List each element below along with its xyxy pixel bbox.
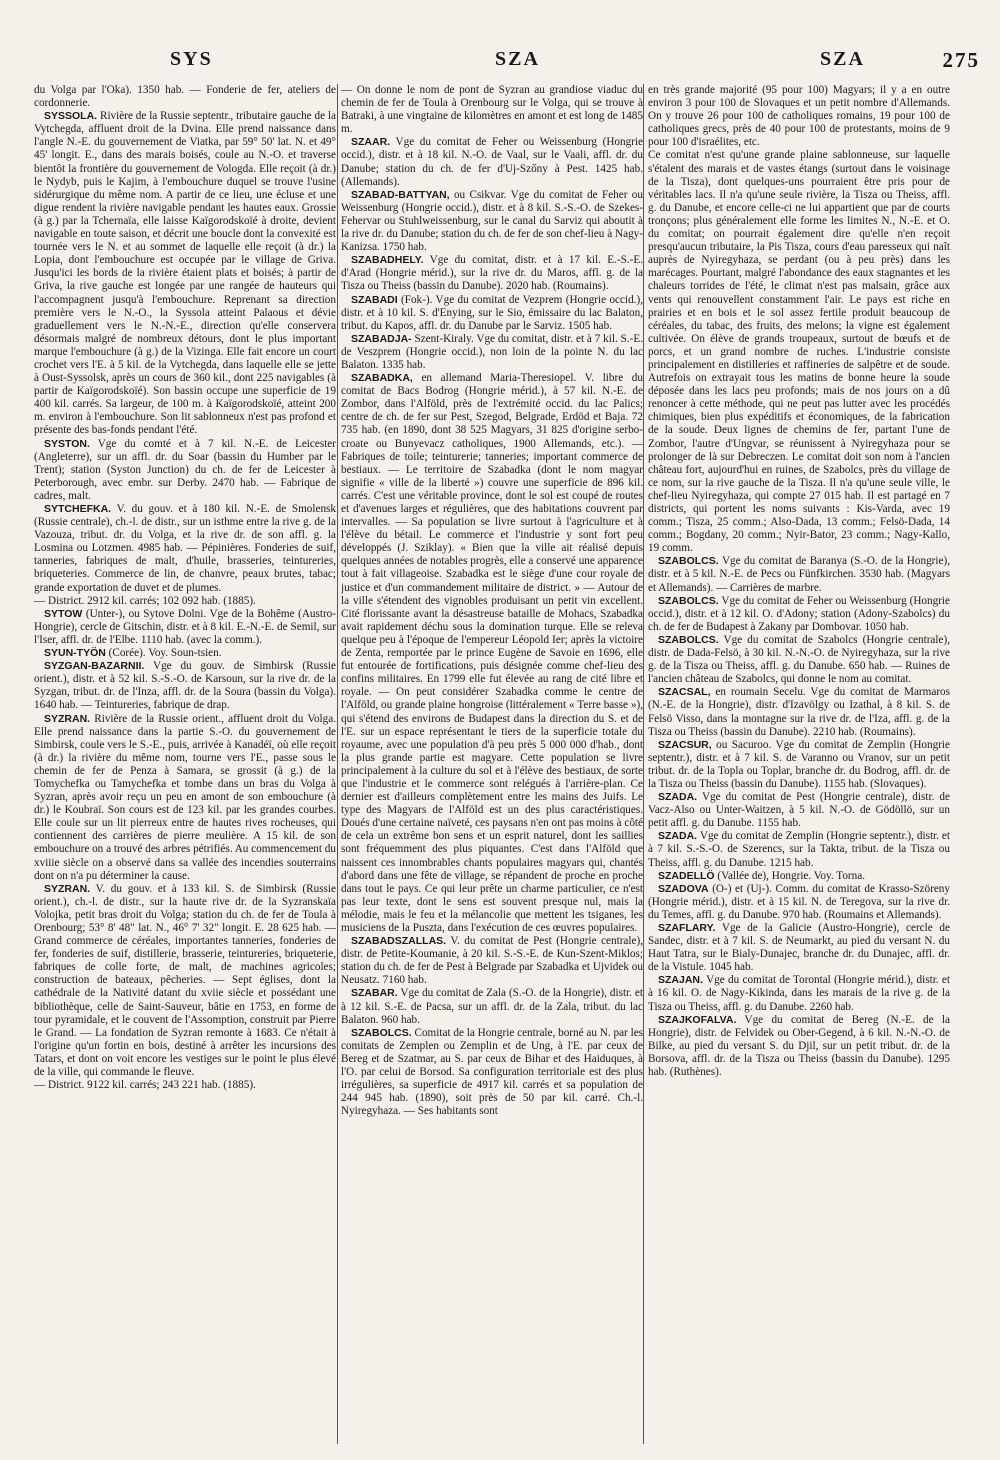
- dictionary-entry: [648, 1014, 950, 1079]
- entry-headword: SZABOLCS.: [658, 555, 719, 568]
- entry-headword: SZABAD-BATTYAN,: [351, 188, 450, 201]
- dictionary-entry: [648, 791, 950, 830]
- dictionary-entry: [648, 739, 950, 791]
- entry-text: — On donne le nom de pont de Syzran au grandiose viaduc du chemin de fer de Toula à Orenbourg sur le Volga, qui se trouve à Batraki, à une vingtaine de kilomètres en amont et est long de 1485 m.: [341, 84, 643, 136]
- entry-text: Szent-Kiraly. Vge du comitat, distr. et à 7 kil. S.-E. de Veszprem (Hongrie occid.), non loin de la pointe N. du lac Balaton. 1335 hab.: [341, 332, 643, 371]
- entry-text: Rivière de la Russie septentr., tributaire gauche de la Vytchegda, affluent droit de la Dvina. Elle prend naissance dans l'angle N.-E. du gouvernement de Viatka, par 59° 50' lat. N. et 49° 45' longit. E., dans des marais boisés, coule au N.-O. et traverse bientôt la frontière du gouvernement de Vologda. Elle reçoit (à dr.) le Nydyb, puis le Kajim, à l'embouchure duquel se trouve l'usine sidérurgique du même nom. A partir de ce lieu, une écluse et une digue rendent la rivière navigable pendant les hautes eaux. Grossie (à g.) par la Tchernaïa, elle laisse Kaïgorodskoïé à droite, devient navigable en toute saison, et décrit une boucle dont la convexité est tournée vers le N. et au sommet de laquelle elle reçoit (à dr.) la Lopia, dont l'embouchure est occupée par le village de Griva. Jusqu'ici les bords de la rivière étaient plats et boisés; à partir de Griva, la rive gauche est longée par une rangée de hauteurs qui l'accompagnent jusqu'à l'embouchure. Reprenant sa direction première vers le N.-O., la Syssola atteint Palaous et dévie graduellement vers le N.-N.-E., direction qu'elle conservera désormais malgré de nombreux détours, dont le plus important marque l'embouchure (à g.) de la Vizinga. Elle fait encore un court crochet vers l'E. à 5 kil. de la Vytchegda, dans laquelle elle se jette à Oust-Syssolsk, après un cours de 360 kil., dont 225 navigables (à partir de Kaïgorodskoïé). Son bassin occupe une superficie de 19 400 kil. carrés. Sa largeur, de 100 m. à Kaïgorodskoïé, atteint 200 m. environ à l'embouchure. Son lit sablonneux n'est pas profond et présente des bas-fonds pendant l'été.: [34, 110, 336, 437]
- dictionary-entry: [34, 713, 336, 883]
- entry-headword: SZABADSZALLAS.: [351, 935, 447, 948]
- column-divider: [643, 84, 644, 1444]
- dictionary-entry: [34, 647, 336, 660]
- entry-text: Vge du comitat, distr. et à 17 kil. E.-S.-E. d'Arad (Hongrie mérid.), sur la rive dr. du Maros, affl. g. de la Tisza ou Theiss (bassin du Danube). 2020 hab. (Roumains).: [341, 254, 643, 293]
- entry-text: (Fok-). Vge du comitat de Vezprem (Hongrie occid.), distr. et à 10 kil. S. d'Enying, sur le Sio, émissaire du lac Balaton, tribut. du Kapos, affl. dr. du Danube par le Sarviz. 1505 hab.: [341, 293, 643, 332]
- entry-headword: SZAJKOFALVA.: [658, 1013, 737, 1026]
- entry-text: Comitat de la Hongrie centrale, borné au N. par les comitats de Zemplen ou Zemplin et de Ung, à l'E. par ceux de Bereg et de Szatmar, au S. par ceux de Bihar et des Haiduques, à l'O. par celui de Borsod. Sa configuration territoriale est des plus irrégulières, sa superficie de 4917 kil. carrés et sa population de 244 945 hab. (1890), soit près de 50 par kil. carré. Ch.-l. Nyiregyhaza. — Ses habitants sont: [341, 1026, 643, 1118]
- entry-text: V. du comitat de Pest (Hongrie centrale), distr. de Petite-Koumanie, à 20 kil. S.-S.-E. de Kun-Szent-Miklos; station du ch. de fer de Pest à Belgrade par Szabadka et Ujvidek ou Neusatz. 7160 hab.: [341, 935, 643, 987]
- text-column-2: [341, 84, 643, 1446]
- entry-headword: SZADELLÖ: [658, 869, 715, 882]
- dictionary-entry: [34, 84, 336, 110]
- entry-text: Vge du comitat de Zala (S.-O. de la Hongrie), distr. et à 12 kil. S.-E. de Pacsa, sur un affl. dr. de la Zala, tribut. du lac Balaton. 960 hab.: [341, 987, 643, 1026]
- entry-text: (Unter-), ou Sytove Dolni. Vge de la Bohême (Austro-Hongrie), cercle de Gitschin, distr. et à 8 kil. E.-N.-E. de Semil, sur l'Iser, affl. dr. de l'Elbe. 1110 hab. (avec la comm.).: [34, 607, 336, 646]
- entry-headword: SYTOW: [44, 607, 83, 620]
- dictionary-entry: [648, 634, 950, 686]
- entry-headword: SZABOLCS.: [351, 1026, 412, 1039]
- entry-text: Vge de la Galicie (Austro-Hongrie), cercle de Sandec, distr. et à 7 kil. S. de Neumarkt, au pied du versant N. du Haut Tatra, sur le Bialy-Dunajec, branche dr. du Dunajec, affl. dr. de la Vistule. 1045 hab.: [648, 922, 950, 974]
- entry-text: Vge du comitat de Feher ou Weissenburg (Hongrie occid.), distr. et à 12 kil. O. d'Adony; station (Adony-Szabolcs) du ch. de fer de Budapest à Zakany par Dombovar. 1050 hab.: [648, 594, 950, 633]
- dictionary-entry: [648, 84, 950, 149]
- dictionary-entry: [34, 438, 336, 503]
- entry-headword: SZABADKA,: [351, 372, 413, 385]
- dictionary-entry: [648, 974, 950, 1013]
- entry-text: — District. 9122 kil. carrés; 243 221 hab. (1885).: [34, 1079, 256, 1092]
- dictionary-entry: [341, 189, 643, 254]
- dictionary-entry: [648, 555, 950, 594]
- dictionary-entry: [341, 254, 643, 293]
- dictionary-entry: [341, 333, 643, 372]
- entry-headword: SZAFLARY.: [658, 922, 716, 934]
- dictionary-entry: [341, 1027, 643, 1119]
- entry-headword: SZAJAN.: [658, 974, 703, 987]
- entry-text: (Vallée de), Hongrie. Voy. Torna.: [717, 869, 866, 882]
- entry-headword: SZABADI: [351, 293, 398, 306]
- entry-headword: SZADOVA: [658, 882, 709, 895]
- entry-headword: SYZGAN-BAZARNII.: [44, 660, 145, 673]
- entry-text: — District. 2912 kil. carrés; 102 092 hab. (1885).: [34, 594, 256, 607]
- entry-headword: SZADA.: [658, 830, 698, 843]
- entry-text: Vge du comté et à 7 kil. N.-E. de Leicester (Angleterre), sur un affl. dr. du Soar (bassin du Humber par le Trent); station (Syston Junction) du ch. de fer de Leicester à Peterborough, avec embr. sur Derby. 2470 hab. — Fabrique de cadres, malt.: [34, 437, 336, 502]
- dictionary-entry: [648, 830, 950, 869]
- entry-text: Vge du gouv. de Simbirsk (Russie orient.), distr. et à 52 kil. S.-S.-O. de Karsoun, sur la rive dr. de la Syzgan, tribut. dr. de l'Inza, affl. dr. de la Soura (bassin du Volga). 1640 hab. — Teintureries, fabrique de drap.: [34, 660, 336, 712]
- dictionary-entry: [34, 595, 336, 608]
- entry-headword: SZADA.: [658, 791, 698, 804]
- dictionary-entry: [34, 660, 336, 712]
- dictionary-entry: [341, 987, 643, 1026]
- dictionary-entry: [648, 870, 950, 883]
- entry-headword: SZABAR.: [351, 987, 398, 1000]
- entry-headword: SYUN-TYÖN: [44, 647, 106, 660]
- entry-text: Vge du comitat de Zemplin (Hongrie septentr.), distr. et à 7 kil. S.-S.-O. de Szerencs, sur la Takta, tribut. de la Tisza ou Theiss, affl. g. du Danube. 1215 hab.: [648, 830, 950, 869]
- entry-text: Vge du comitat de Torontal (Hongrie mérid.), distr. et à 16 kil. O. de Nagy-Kikinda, dans les marais de la rive g. de la Tisza ou Theiss, affl. g. du Danube. 2260 hab.: [648, 974, 950, 1013]
- column-divider: [337, 84, 338, 1444]
- dictionary-entry: [341, 84, 643, 136]
- dictionary-entry: [341, 372, 643, 935]
- running-head-right: SZA: [820, 48, 865, 70]
- text-column-1: [34, 84, 336, 1446]
- entry-text: Vge du comitat de Baranya (S.-O. de la Hongrie), distr. et à 5 kil. N.-E. de Pecs ou Fünfkirchen. 3530 hab. (Magyars et Allemands). — Carrières de marbre.: [648, 555, 950, 594]
- entry-headword: SYSTON.: [44, 437, 90, 450]
- entry-text: du Volga par l'Oka). 1350 hab. — Fonderie de fer, ateliers de cordonnerie.: [34, 84, 336, 110]
- dictionary-entry: [648, 883, 950, 922]
- entry-headword: SZABADHELY.: [351, 254, 424, 267]
- dictionary-entry: [648, 595, 950, 634]
- entry-text: Vge du comitat de Szabolcs (Hongrie centrale), distr. de Dada-Felsö, à 30 kil. N.-N.-O. de Nyiregyhaza, sur la rive g. de la Tisza ou Theiss, affl. g. du Danube. 650 hab. — Ruines de l'ancien château de Szabolcs, qui donne le nom au comitat.: [648, 633, 950, 686]
- entry-text: en roumain Secelu. Vge du comitat de Marmaros (N.-E. de la Hongrie), distr. d'Izavölgy ou Izathal, à 8 kil. S. de Felsö Visso, dans la montagne sur la rive dr. de l'Iza, affl. g. de la Tisza ou Theiss (bassin du Danube). 2210 hab. (Roumains).: [648, 686, 950, 738]
- entry-text: Vge du comitat de Feher ou Weissenburg (Hongrie occid.), distr. et à 18 kil. N.-O. de Vaal, sur le Vaali, affl. dr. du Danube; station du ch. de fer d'Uj-Szőny à Pest. 1425 hab. (Allemands).: [341, 136, 643, 188]
- dictionary-entry: [341, 935, 643, 987]
- dictionary-entry: [648, 686, 950, 738]
- entry-headword: SYZRAN.: [44, 882, 91, 895]
- entry-text: ou Sacuroo. Vge du comitat de Zemplin (Hongrie septentr.), distr. et à 7 kil. S. de Varanno ou Vranov, sur un petit tribut. dr. de la Topla ou Toplar, branche dr. du Bodrog, affl. dr. de la Tisza ou Theiss (bassin du Danube). 1155 hab. (Slovaques).: [648, 738, 950, 790]
- entry-text: V. du gouv. et à 133 kil. S. de Simbirsk (Russie orient.), ch.-l. de distr., sur la haute rive dr. de la Syzranskaïa Volojka, petit bras droit du Volga; station du ch. de fer de Toula à Orenbourg; 53° 8' 48" lat. N., 46° 7' 32" longit. E. 28 625 hab. — Grand commerce de céréales, importantes tanneries, fonderies de fer, fonderies de suif, distillerie, brasserie, teintureries, briqueterie, fabriques de colle forte, de malt, de machines agricoles; construction de bateaux, pêcheries. — Sept églises, dont la cathédrale de la Nativité datant du xviie siècle et possédant une bibliothèque, celle de Saint-Sauveur, bâtie en 1753, en forme de tour pyramidale, et le couvent de l'Assomption, construit par Pierre le Grand. — La fondation de Syzran remonte à 1683. Ce n'était à l'origine qu'un fortin en bois, destiné à arrêter les incursions des Tatars, et dont on voit encore les vestiges sur le point le plus élevé de la ville, qui commande le fleuve.: [34, 882, 336, 1079]
- entry-headword: SZABADJA-: [351, 332, 412, 345]
- running-head-left: SYS: [170, 48, 213, 70]
- entry-headword: SYSSOLA.: [44, 110, 98, 123]
- dictionary-entry: [341, 294, 643, 333]
- entry-text: Ce comitat n'est qu'une grande plaine sablonneuse, sur laquelle s'étalent des marais et de vastes étangs (surtout dans le voisinage de la Tisza), dont quelques-uns pourraient être pris pour de véritables lacs. Il n'a qu'une seule rivière, la Tisza ou Theiss, affl. g. du Danube, et encore celle-ci ne lui appartient que par de courts tronçons; plus généralement elle forme les limites N., N.-E. et O. du comitat; on pourrait également dire qu'elle n'en reçoit presqu'aucun tributaire, la Pis Tisza, cours d'eau paresseux qui naît auprès de Nyiregyhaza, se perdant (ou à peu près) dans les marécages. Pourtant, malgré l'abondance des eaux stagnantes et les chaleurs torrides de l'été, le climat n'est pas malsain, grâce aux vents qui renouvellent constamment l'air. Le pays est riche en prairies et en bois et le sol assez fertile produit beaucoup de céréales, du tabac, des fruits, des melons; la vigne est également cultivée. On élève de grands troupeaux, surtout de bœufs et de porcs, et un grand nombre de ruches. L'industrie consiste principalement en distilleries et raffineries de salpêtre et de soude. Autrefois on extrayait tous les matins de bonne heure la soude déposée dans les lacs peu profonds; mais de nos jours on a dû renoncer à cette méthode, qui ne peut pas lutter avec les procédés chimiques, bien plus expéditifs et économiques, de la fabrication de la soude. Deux lignes de chemins de fer, partant l'une de Zombor, l'autre d'Ungvar, se réunissent à Nyiregyhaza pour se prolonger de là sur Debreczen. Le comitat doit son nom à l'ancien château fort, aujourd'hui en ruines, de Szabolcs, près du village de ce nom, sur la rive gauche de la Tisza. Il n'a qu'une seule ville, le chef-lieu Nyiregyhaza, qui compte 27 015 hab. Il est partagé en 7 districts, qui portent les noms suivants : Kis-Varda, avec 19 comm.; Tisza, 25 comm.; Also-Dada, 13 comm.; Felsö-Dada, 14 comm.; Bogdany, 20 comm.; Nyir-Bator, 23 comm.; Nagy-Kallo, 19 comm.: [648, 149, 950, 555]
- entry-headword: SZABOLCS.: [658, 633, 719, 646]
- dictionary-entry: [341, 136, 643, 188]
- entry-text: V. du gouv. et à 180 kil. N.-E. de Smolensk (Russie centrale), ch.-l. de distr., sur un isthme entre la rive g. de la Vazouza, tribut. dr. du Volga, et la rive dr. de son affl. g. la Losmina ou Lotzmen. 4985 hab. — Pépinières. Fonderies de suif, tanneries, fabriques de malt, d'huile, brasseries, teintureries, briqueteries. Commerce de lin, de chanvre, peaux brutes, tabac; grande exportation de duvet et de plumes.: [34, 503, 336, 594]
- entry-text: Vge du comitat de Pest (Hongrie centrale), distr. de Vacz-Also ou Unter-Waitzen, à 5 kil. N.-O. de Gödöllö, sur un petit affl. g. du Danube. 1155 hab.: [648, 791, 950, 830]
- entry-headword: SZAAR.: [351, 136, 391, 149]
- entry-text: en allemand Maria-Theresiopel. V. libre du comitat de Bacs Bodrog (Hongrie mérid.), à 57 kil. N.-E. de Zombor, dans l'Alföld, près de l'extrémité occid. du lac Palics; centre de ch. de fer sur Pest, Szegod, Belgrade, Erdöd et Baja. 72 735 hab. (en 1890, dont 38 525 Magyars, 31 825 d'origine serbo-croate ou Bunyevacz catholiques, 1900 Allemands, etc.). — Fabriques de toile; teinturerie; tanneries; important commerce de bestiaux. — Le territoire de Szabadka (dont le nom magyar signifie « ville de la liberté ») couvre une superficie de 896 kil. carrés. C'est une véritable province, dont le sol est coupé de routes et d'avenues larges et régulières, que des habitations couvrent par intervalles. — Sa population se livre surtout à l'agriculture et à l'élève du bétail. Le commerce et l'industrie y sont fort peu développés (J. Sziklay). « Bien que la ville ait réalisé depuis quelques années de notables progrès, elle a conservé une apparence tout à fait villageoise. Szabadka est le siège d'une cour royale de justice et d'un commandement militaire de district. » — Autour de la ville s'étendent des vignobles produisant un petit vin excellent. Cité florissante avant la désastreuse bataille de Mohacs, Szabadka avait rapidement déchu sous la domination turque. Elle se releva quelque peu à l'époque de l'empereur Léopold Ier; après la victoire de Zenta, remportée par le prince Eugène de Savoie en 1696, elle fut entourée de fortifications, puis désignée comme chef-lieu des confins militaires. En 1799 elle fut élevée au rang de cité libre et royale. — On peut considérer Szabadka comme le centre de l'Alföld, ou grande plaine hongroise (littéralement « Terre basse »), qui s'étend des environs de Budapest dans la direction du S. et de l'E. sur un espace représentant le tiers de la superficie totale du royaume, avec une population d'à peu près 5 000 000 d'hab., dont la plus grande partie est magyare. Cette population se livre principalement à la culture du sol et à l'élève des bestiaux, de sorte que l'industrie et le commerce sont relégués à l'arrière-plan. Ce dernier est d'ailleurs complètement entre les mains des Juifs. Le type des Magyars de l'Alföld est un des plus caractéristiques. Doués d'une certaine naïveté, ces paysans n'en ont pas moins à côté de cela un extrême bon sens et un esprit naturel, dont les saillies sont fréquemment des plus piquantes. C'est dans l'Alföld que naissent ces innombrables chants populaires magyars qui, chantés d'abord dans une fête de village, se répandent de proche en proche dans tout le pays. Ce qui leur prête un charme particulier, ce n'est pas leur texte, dont le sens est souvent presque nul, mais la mélodie, mais le feu et la mélancolie que mettent les tsiganes, les musiciens de la Puszta, dans l'exécution de ces œuvres populaires.: [341, 372, 643, 934]
- entry-headword: SZACSAL,: [658, 686, 711, 699]
- dictionary-entry: [34, 1079, 336, 1092]
- text-column-3: [648, 84, 950, 1446]
- dictionary-entry: [648, 149, 950, 555]
- entry-text: Vge du comitat de Bereg (N.-E. de la Hongrie), distr. de Felvidek ou Ober-Gegend, à 6 kil. N.-N.-O. de Bilke, au pied du versant S. du Djil, sur un petit tribut. dr. de la Borsova, affl. dr. de la Tisza ou Theiss (bassin du Danube). 1295 hab. (Ruthènes).: [648, 1013, 950, 1079]
- entry-text: Rivière de la Russie orient., affluent droit du Volga. Elle prend naissance dans la partie S.-O. du gouvernement de Simbirsk, coule vers le S.-E., puis, arrivée à Kanadéï, où elle reçoit (à dr.) la rivière du même nom, tourne vers l'E., passe sous le chemin de fer de Penza à Samara, se grossit (à g.) de la Tomychefka ou Tamychefka et tombe dans un bras du Volga à Syzran, après avoir reçu un peu en amont de son embouchure (à dr.) le Koubraï. Son cours est de 123 kil. par les grandes courbes. Elle coule sur un lit pierreux entre de hautes rives rocheuses, qui contiennent des carrières de pierre meulière. A 15 kil. de son embouchure on a trouvé des arbres pétrifiés. Au commencement du xviiie siècle on a observé dans sa vallée des incendies souterrains dont on n'a pu déterminer la cause.: [34, 712, 336, 882]
- running-head-middle: SZA: [495, 48, 540, 70]
- dictionary-entry: [34, 110, 336, 437]
- entry-headword: SZACSUR,: [658, 738, 712, 751]
- entry-text: (Corée). Voy. Soun-tsien.: [108, 647, 222, 660]
- entry-text: (O-) et (Uj-). Comm. du comitat de Krasso-Szöreny (Hongrie mérid.), distr. et à 15 kil. N. de Teregova, sur la rive dr. du Temes, affl. g. du Danube. 970 hab. (Roumains et Allemands).: [648, 882, 950, 921]
- page-number: 275: [942, 48, 980, 72]
- entry-headword: SYZRAN.: [44, 712, 91, 725]
- dictionary-entry: [34, 608, 336, 647]
- dictionary-entry: [34, 883, 336, 1079]
- page-header: [30, 48, 980, 78]
- entry-text: ou Csikvar. Vge du comitat de Feher ou Weissenburg (Hongrie occid.), distr. et à 8 kil. S.-S.-O. de Szekes-Fehervar ou Stuhlweissenburg, sur le canal du Sarviz qui aboutit à la rive dr. du Danube; station du ch. de fer de son chef-lieu à Nagy-Kanizsa. 1750 hab.: [341, 188, 643, 254]
- entry-headword: SZABOLCS.: [658, 594, 719, 607]
- entry-text: en très grande majorité (95 pour 100) Magyars; il y a en outre environ 3 pour 100 de Slovaques et un petit nombre d'Allemands. On y trouve 26 pour 100 de catholiques romains, 19 pour 100 de catholiques grecs, près de 40 pour 100 de protestants, moins de 9 pour 100 d'israélites, etc.: [648, 84, 950, 149]
- dictionary-entry: [648, 922, 950, 974]
- dictionary-entry: [34, 503, 336, 595]
- entry-headword: SYTCHEFKA.: [44, 503, 112, 515]
